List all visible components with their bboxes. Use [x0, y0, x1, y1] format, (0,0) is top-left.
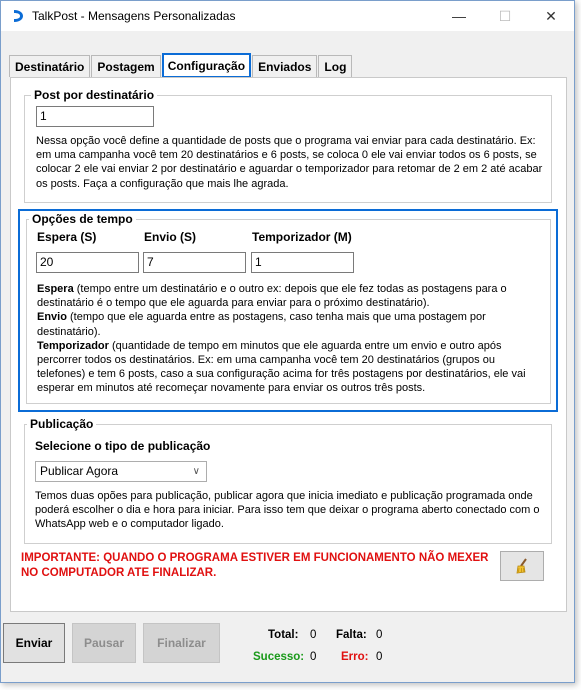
clean-button[interactable] — [500, 551, 544, 581]
temporizador-input[interactable]: 1 — [251, 252, 354, 273]
broom-icon — [513, 557, 531, 575]
desc-temporizador-term: Temporizador — [37, 339, 109, 352]
finalizar-button[interactable]: Finalizar — [143, 623, 220, 663]
temporizador-label: Temporizador (M) — [252, 230, 352, 244]
chevron-down-icon: ∨ — [192, 466, 200, 477]
publication-description: Temos duas opões para publicação, publicar agora que inicia imediato e publicação programada onde poderá escolher o dia e hora para iniciar. Para isso tem que deixar o programa aberto conectado com o WhatsApp web e o computador ligado. — [35, 490, 540, 531]
tab-configuracao[interactable]: Configuração — [162, 53, 251, 78]
enviar-button[interactable]: Enviar — [3, 623, 65, 663]
publication-type-label: Selecione o tipo de publicação — [35, 439, 211, 453]
publication-type-select[interactable] — [35, 461, 207, 482]
desc-envio-term: Envio — [37, 311, 67, 324]
maximize-button[interactable]: ☐ — [498, 7, 512, 24]
tab-postagem[interactable]: Postagem — [91, 55, 160, 77]
sucesso-label: Sucesso: — [253, 651, 305, 663]
time-options-group — [26, 212, 551, 404]
espera-label: Espera (S) — [37, 230, 97, 244]
publication-type-value: Publicar Agora — [40, 464, 119, 478]
desc-temporizador-text: (quantidade de tempo em minutos que ele aguarda entre um envio e outro após percorrer todos os destinatários. Ex: em uma campanha você tem 20 destinatários (grupos ou telefones) e tem 6 posts, caso a sua configuração acima for três postagens por destinatários, ele vai esperar em minutos até recomeçar novamente para enviar os outros três posts. — [37, 339, 526, 395]
tab-bar — [9, 53, 353, 77]
important-warning: IMPORTANTE: QUANDO O PROGRAMA ESTIVER EM FUNCIONAMENTO NÃO MEXER NO COMPUTADOR ATE FINALIZAR. — [21, 552, 489, 579]
espera-input[interactable]: 20 — [36, 252, 139, 273]
configuration-panel — [10, 77, 567, 612]
sucesso-value: 0 — [310, 651, 317, 663]
time-options-title: Opções de tempo — [29, 212, 136, 226]
total-label: Total: — [268, 629, 299, 641]
envio-input[interactable]: 7 — [143, 252, 246, 273]
talkpost-logo-icon — [10, 8, 26, 24]
desc-envio-text: (tempo que ele aguarda entre as postagens, caso tenha mais que uma postagem por destinatário). — [37, 311, 486, 338]
time-options-highlight — [18, 209, 558, 412]
desc-espera-text: (tempo entre um destinatário e o outro ex: depois que ele fez todas as postagens para o destinatário é o tempo que ele aguarda para enviar para o próximo destinatário). — [37, 283, 507, 310]
publication-group — [24, 417, 552, 544]
desc-espera-term: Espera — [37, 283, 74, 295]
post-per-recipient-group — [24, 88, 552, 203]
post-per-recipient-description: Nessa opção você define a quantidade de posts que o programa vai enviar para cada destinatário. Ex: em uma campanha você tem 20 destinatários e 6 posts, se coloca 0 ele vai enviar todos os 6 posts, se colocar 2 ele vai enviar 2 por destinatário e aguardar o temporizador para retomar de 2 em 2 até acabar os posts. Faça a configuração que mais lhe agrada. — [36, 135, 543, 190]
post-per-recipient-input[interactable]: 1 — [36, 106, 154, 127]
post-per-recipient-title: Post por destinatário — [31, 88, 157, 102]
falta-value: 0 — [376, 629, 383, 641]
title-bar — [1, 1, 574, 31]
pausar-button[interactable]: Pausar — [72, 623, 136, 663]
publication-title: Publicação — [27, 417, 96, 431]
tab-log[interactable]: Log — [318, 55, 352, 77]
window-title: TalkPost - Mensagens Personalizadas — [32, 9, 236, 23]
close-button[interactable]: ✕ — [545, 7, 557, 24]
envio-label: Envio (S) — [144, 230, 197, 244]
falta-label: Falta: — [336, 629, 367, 641]
tab-destinatario[interactable]: Destinatário — [9, 55, 90, 77]
minimize-button[interactable]: — — [452, 8, 466, 24]
tab-enviados[interactable]: Enviados — [252, 55, 317, 77]
total-value: 0 — [310, 629, 317, 641]
time-options-description — [37, 282, 545, 396]
erro-label: Erro: — [341, 651, 369, 663]
erro-value: 0 — [376, 651, 383, 663]
